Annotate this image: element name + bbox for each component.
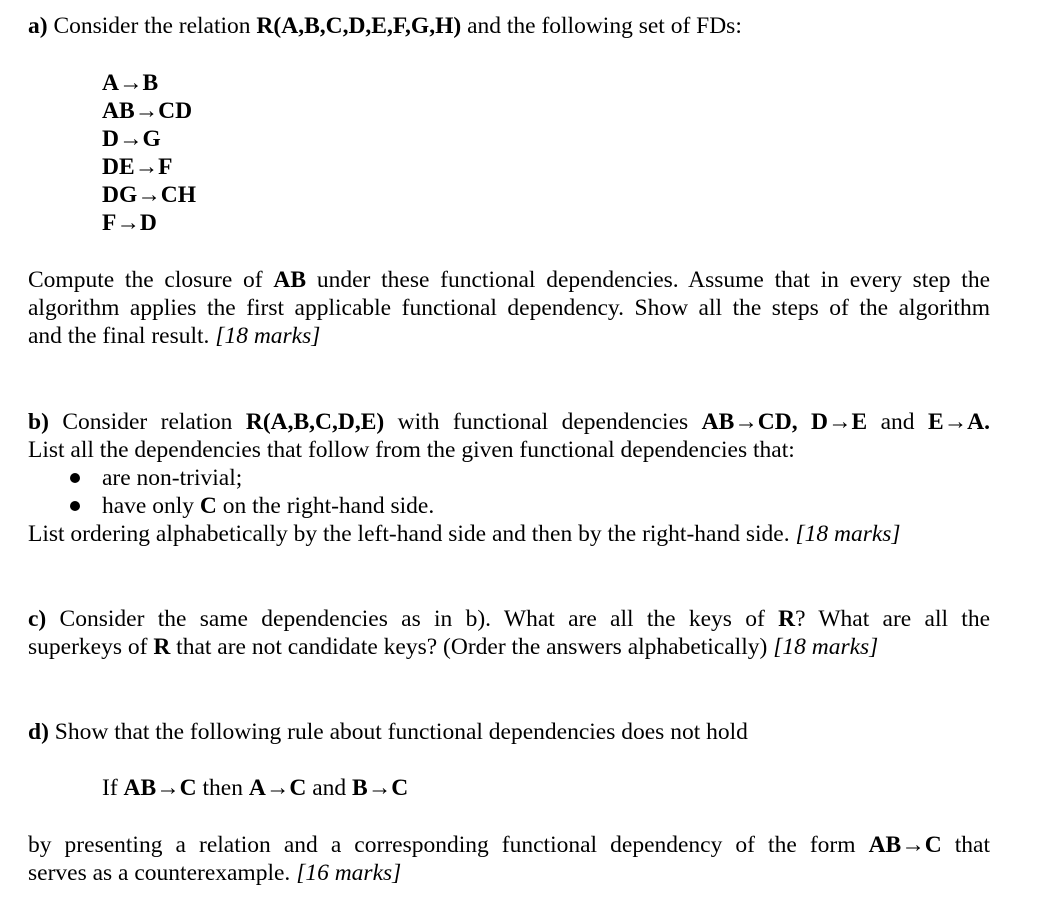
- fd-list: [28, 69, 990, 237]
- question-b-label: b): [28, 409, 49, 435]
- list-item: have only C on the right-hand side.: [70, 492, 990, 520]
- rule-statement: If AB→C then A→C and B→C: [102, 775, 409, 801]
- question-b: b) Consider relation R(A,B,C,D,E) with functional dependencies AB→CD, D→E and E→A. List all the dependencies that follow from the given functional dependencies that: are non-trivial; have only C on the right-hand side. List ordering alphabetically by the left-hand side and then by the right-hand side. [18 marks]: [28, 409, 990, 547]
- fd-item: F→D: [102, 210, 157, 236]
- question-a-body: Compute the closure of AB under these functional dependencies. Assume that in every step the algorithm applies the first applicable functional dependency. Show all the steps of the algorithm and the final result. [18 marks]: [28, 267, 990, 349]
- fd-item: A→B: [102, 70, 159, 96]
- fd-item: DG→CH: [102, 182, 196, 208]
- list-item: are non-trivial;: [70, 464, 990, 492]
- bullet-list: [28, 464, 990, 520]
- question-d: d) Show that the following rule about functional dependencies does not hold If AB→C then A→C and B→C by presenting a relation and a corresponding functional dependency of the form AB→C that serves as a counterexample. [16 marks]: [28, 719, 990, 886]
- relation-a: R(A,B,C,D,E,F,G,H): [256, 13, 462, 39]
- marks-c: [18 marks]: [773, 634, 879, 660]
- fd-item: DE→F: [102, 154, 173, 180]
- bullet-icon: [70, 501, 80, 511]
- question-a-intro: a) Consider the relation R(A,B,C,D,E,F,G,H) and the following set of FDs:: [28, 13, 742, 39]
- marks-a: [18 marks]: [215, 323, 321, 349]
- fd-item: AB→CD: [102, 98, 193, 124]
- exam-page: [28, 12, 990, 887]
- question-d-label: d): [28, 719, 49, 745]
- bullet-icon: [70, 473, 80, 483]
- question-a-label: a): [28, 13, 48, 39]
- question-c-label: c): [28, 606, 47, 632]
- marks-b: [18 marks]: [795, 521, 901, 547]
- fd-item: D→G: [102, 126, 161, 152]
- question-c: c) Consider the same dependencies as in b). What are all the keys of R? What are all the superkeys of R that are not candidate keys? (Order the answers alphabetically) [18 marks]: [28, 606, 991, 660]
- marks-d: [16 marks]: [296, 860, 402, 886]
